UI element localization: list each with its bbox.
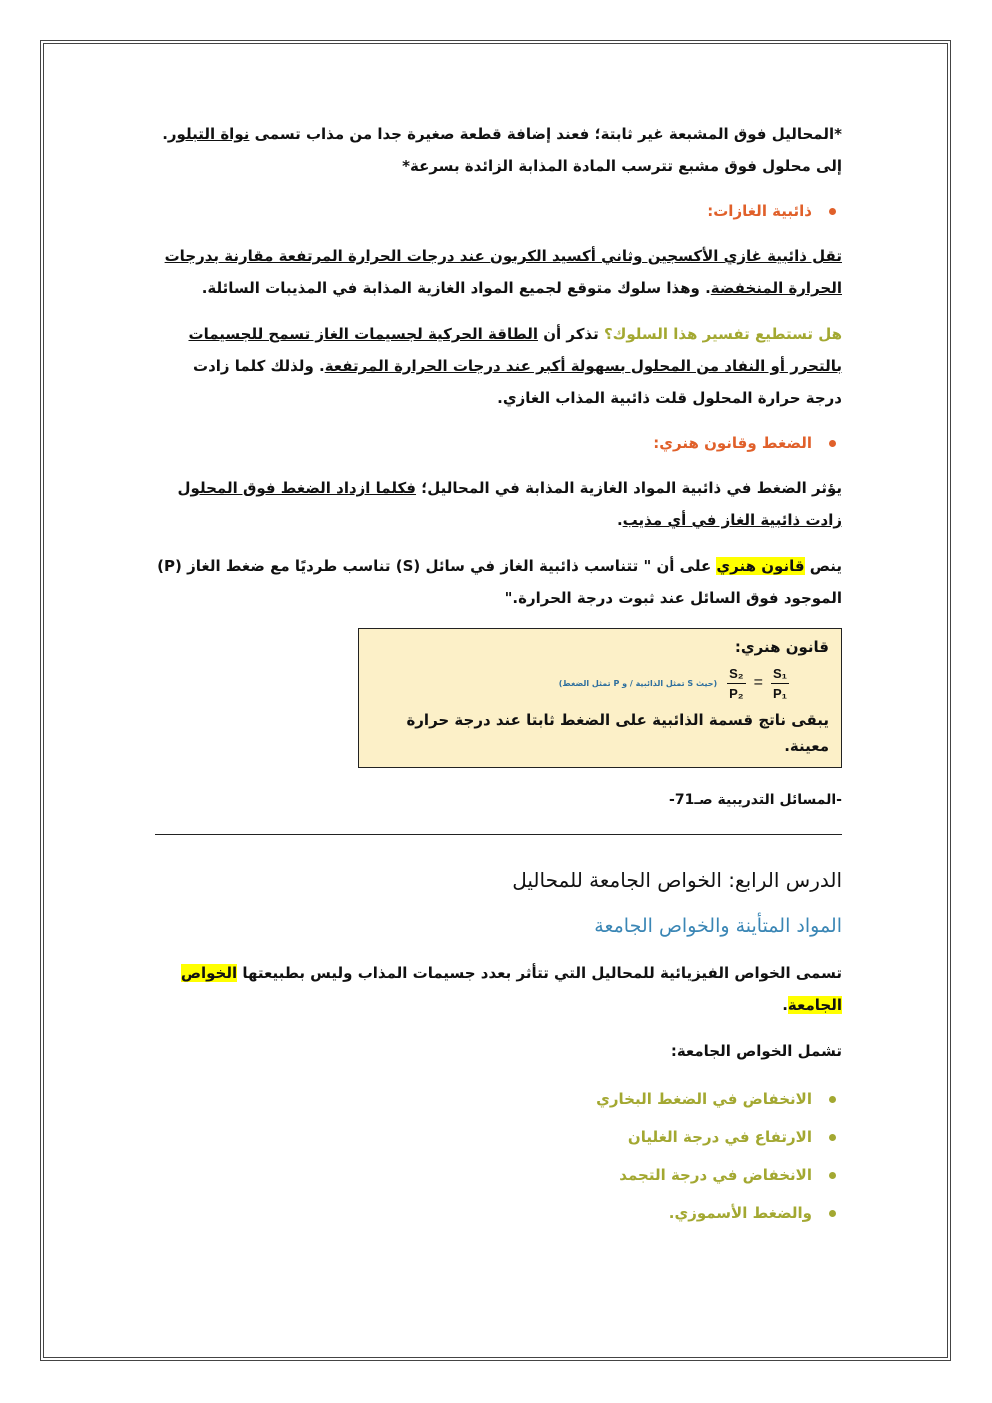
document-content	[155, 118, 842, 1239]
henry-formula	[371, 659, 829, 707]
bullet-icon	[829, 208, 836, 215]
list-item: الانخفاض في الضغط البخاري	[155, 1087, 842, 1111]
lesson-subtitle: المواد المتأينة والخواص الجامعة	[594, 915, 842, 937]
section-pressure-henry: الضغط وقانون هنري:	[155, 428, 842, 458]
section-gas-solubility: ذائبية الغازات:	[155, 196, 842, 226]
bullet-icon	[829, 1096, 836, 1103]
henry-box-title: قانون هنري:	[734, 638, 829, 656]
supersaturated-paragraph: *المحاليل فوق المشبعة غير ثابتة؛ فعند إضافة قطعة صغيرة جدا من مذاب تسمى نواة التبلور. إلى محلول فوق مشبع تترسب المادة المذابة الزائدة بسرعة*	[162, 125, 842, 175]
henry-law-highlight: قانون هنري	[716, 557, 805, 575]
colligative-highlight: الخواص الجامعة	[180, 964, 842, 1014]
bullet-icon	[829, 1210, 836, 1217]
list-item: الانخفاض في درجة التجمد	[155, 1163, 842, 1187]
pressure-paragraph: يؤثر الضغط في ذائبية المواد الغازية المذابة في المحاليل؛ فكلما ازداد الضغط فوق المحلول زادت ذائبية الغاز في أي مذيب.	[177, 479, 842, 529]
list-item: الارتفاع في درجة الغليان	[155, 1125, 842, 1149]
lesson-title: الدرس الرابع: الخواص الجامعة للمحاليل	[512, 868, 842, 892]
fraction-s2-p2: $\frac{\text{S₂}}{\text{P₂}}$	[729, 665, 744, 701]
bullet-icon	[829, 1134, 836, 1141]
divider-line	[155, 834, 842, 835]
exercises-reference: -المسائل التدريبية صـ71-	[669, 792, 842, 808]
bullet-icon	[829, 1172, 836, 1179]
fraction-s1-p1: $\frac{\text{S₁}}{\text{P₁}}$	[772, 665, 787, 701]
henry-law-box	[358, 628, 842, 768]
bullet-icon	[829, 440, 836, 447]
list-intro: تشمل الخواص الجامعة:	[670, 1042, 842, 1060]
henry-box-statement: يبقى ناتج قسمة الذائبية على الضغط ثابتا عند درجة حرارة معينة.	[406, 711, 829, 755]
colligative-definition: تسمى الخواص الفيزيائية للمحاليل التي تتأثر بعدد جسيمات المذاب وليس بطبيعتها الخواص الجامعة.	[180, 964, 842, 1014]
question-text: هل تستطيع تفسير هذا السلوك؟	[603, 325, 842, 343]
explanation-paragraph: هل تستطيع تفسير هذا السلوك؟ تذكر أن الطاقة الحركية لجسيمات الغاز تسمح للجسيمات بالتحرر أو النفاد من المحلول بسهولة أكبر عند درجات الحرارة المرتفعة. ولذلك كلما زادت درجة حرارة المحلول قلت ذائبية المذاب الغازي.	[188, 325, 842, 407]
crystal-nucleus-term: نواة التبلور	[167, 125, 250, 143]
gas-solubility-paragraph: تقل ذائبية غازي الأكسجين وثاني أكسيد الكربون عند درجات الحرارة المرتفعة مقارنة بدرجات الحرارة المنخفضة. وهذا سلوك متوقع لجميع المواد الغازية المذابة في المذيبات السائلة.	[164, 247, 842, 297]
formula-note: (حيث S تمثل الذائبية / و P تمثل الضغط)	[558, 678, 718, 688]
equals-sign: =	[753, 674, 763, 691]
henry-law-paragraph: ينص قانون هنري على أن " تتناسب ذائبية الغاز في سائل (S) تناسب طرديًا مع ضغط الغاز (P) الموجود فوق السائل عند ثبوت درجة الحرارة."	[157, 557, 842, 607]
list-item: والضغط الأسموزي.	[155, 1201, 842, 1225]
